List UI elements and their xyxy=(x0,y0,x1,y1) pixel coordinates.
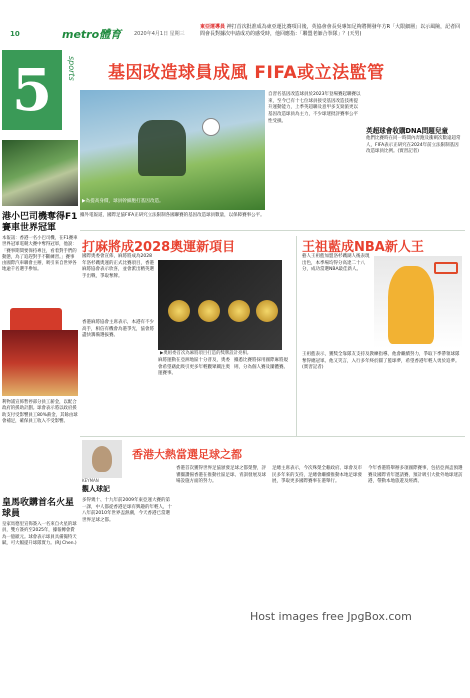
column-divider xyxy=(296,236,297,436)
story2-body-b: 香港麻將協會主席表示，本港有不少高手，相信有機會為港爭光，協會將盡快籌備選拔賽。 xyxy=(82,320,154,339)
story4-body-c: 足總主席表示，今次殊榮全賴政府、球會及市民多年來的支持，足總會繼續推動本地足球發展，爭取更多國際賽事在港舉行。 xyxy=(272,466,362,485)
story4-body-a: 多得幾十、十九年前2009年東亞運大賽的第一課，中人都從香港足球有興趣的年輕人，十八年前2010年世界盃熱潮，今天香港已當選世界足球之都。 xyxy=(82,498,172,524)
section-number: 5 xyxy=(2,50,62,130)
medal-icon xyxy=(168,300,190,322)
left-story3-body: 皇家馬德里宣佈簽入一名來自火星的球員，雙方簽約至2025年，據報轉會費為一億歐元。球會表示球員具備獨特天賦，可大幅提升球隊實力。(RJ Chen.) xyxy=(2,522,77,546)
left-story3-headline: 皇馬收購首名火星球員 xyxy=(2,498,75,519)
basketball-photo xyxy=(374,256,462,348)
story3-body-b: 王祖藍表示，獲獎全靠隊友支持及教練指導，他會繼續努力，爭取下季帶領球隊奪得總冠軍。他又笑言，入行多年終於圓了籃球夢，希望香港年輕人勇於追夢。(實習記者) xyxy=(302,352,460,371)
divider xyxy=(80,436,465,437)
story2-body-c: 麻將運動在亞洲地區十分普及，奧委會希望藉此吸引更多年輕觀眾關注奧運賽事。 xyxy=(158,358,230,377)
column-tag: KEYMAN xyxy=(82,478,99,483)
medal-icon xyxy=(198,300,220,322)
medal-photo xyxy=(158,260,282,350)
left-story2-body: 利物浦宣佈暫停部分員工薪金，以配合政府的援助計劃。球會表示將以政府援助支付受影響員工80%薪金，其餘由球會補足，確保員工收入不受影響。 xyxy=(2,400,78,424)
story1-body-col2: 他們比賽時在同一時間內奔跑及衝刺次數遠超常人，FIFA表示正研究在2024年前立法限制基因改造球員比例。(實習記者) xyxy=(366,136,461,155)
divider xyxy=(80,230,465,231)
story4-body-b: 香港首次獲得世界足協頒發足球之都榮譽，評審團讚揚香港在推動社區足球、青訓發展及球場設施方面的努力。 xyxy=(176,466,266,485)
brand-logo: metro體育 xyxy=(62,28,122,41)
minibus-photo xyxy=(2,140,78,206)
ticker-text: 神打首次批准成為東亞運比賽項目後，英協會會長吳專知足夠將開發年方R「大限細層」以示風險，記者回問會長對據次申請成功的感受時，他回應指：「聯盟老師合拳隊」？(天男) xyxy=(200,24,461,37)
medal-icon xyxy=(256,300,278,322)
main-headline: 基因改造球員成風 FIFA或立法監管 xyxy=(108,63,385,83)
page-header xyxy=(0,0,470,46)
photo2-caption: ▶奧組委首次為麻將項目打造的獎牌設計亮相。 xyxy=(160,351,252,356)
story2-headline: 打麻將成2028奧運新項目 xyxy=(82,240,236,255)
story1-subhead: 英超球會收購DNA問題兒童 xyxy=(366,127,449,135)
left-story1-body: 本報訊：香港一名小巴司機，在F1賽車世界冠軍電競大賽中奪得冠軍，他說：「賽事期間要保持專注，看着對手們的動態，為了追趕對手不斷練習。」賽事由國際汽車聯會主辦，吸引來自世界各地逾千名選手參加。 xyxy=(2,236,78,273)
photo1-caption: ▶為提高身價，球員幹細胞打基因改造。 xyxy=(82,199,164,204)
story3-headline: 王祖藍成NBA新人王 xyxy=(302,240,424,255)
goalkeeper-photo xyxy=(80,90,265,210)
ball-icon xyxy=(202,118,220,136)
column-name: 觀人球記 xyxy=(82,485,110,493)
hoop-icon xyxy=(434,262,458,274)
story4-body-d: 今年香港將舉辦多項國際賽事，包括亞洲盃預選賽及國際青年邀請賽，預計吸引大批外地球迷訪港，帶動本地旅遊及經濟。 xyxy=(368,466,463,485)
story2-body-d: 據悉比賽將採用國際麻將規則，分為個人賽及團體賽。 xyxy=(234,358,288,370)
medal-icon xyxy=(228,300,250,322)
story3-body-a: 藝人王祖藍加盟洛杉磯湖人後表現出色，本季場均得分高達二十八分，成功當選NBA最佳新人。 xyxy=(302,254,370,273)
story4-headline: 香港大熱當選足球之都 xyxy=(132,448,242,461)
news-ticker xyxy=(200,24,462,38)
page-number: 10 xyxy=(10,30,20,38)
player-figure xyxy=(388,266,434,344)
columnist-photo xyxy=(82,440,122,478)
story1-body-col3: 據外電報道，國際足協FIFA正研究立法限制各國聯賽的基因改造球員數量，以保障賽事公平。 xyxy=(80,213,265,218)
columnist-face xyxy=(92,446,112,472)
story1-body-col1: 自習名基因改造球員於2023年登場賽起聯賽以來，至今已有十七位球員接受基因改造技術提升運動能力，上季英超聯及意甲多支勁旅更以基因改造球員為主力，不少球迷批評賽事公平性受損。 xyxy=(268,92,361,124)
story2-body-a: 國際奧委會宣佈，麻將將成為2028年洛杉磯奧運的正式比賽項目，香港麻將協會表示欣喜，並會派出精英選手出戰，爭取奪牌。 xyxy=(82,254,154,280)
goalkeeper-figure xyxy=(138,120,186,176)
issue-date: 2020年4月1日 星期三 xyxy=(134,31,185,37)
section-word: sports xyxy=(67,56,76,81)
watermark: Host images free JpgBox.com xyxy=(250,610,412,623)
ticker-label: 東亞運導員 xyxy=(200,24,226,30)
left-story1-headline: 港小巴司機奪得F1賽車世界冠軍 xyxy=(2,212,78,233)
liverpool-photo-text: SO KEI KAI LIVERPOOL xyxy=(33,682,78,698)
